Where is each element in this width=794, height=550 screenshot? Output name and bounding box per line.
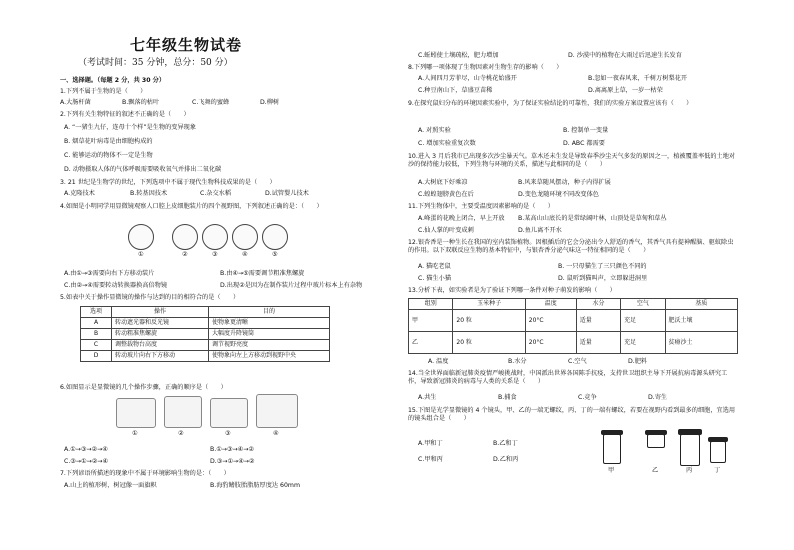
microscope-view-4 [232, 224, 258, 250]
q3-opt-d: D.试管婴儿技术 [265, 190, 309, 197]
q8-opt-c: C.种豆南山下，草盛豆苗稀 [418, 87, 493, 94]
q15-opt-a: A.甲和丁 [418, 440, 443, 447]
lens-bing-icon [680, 434, 700, 466]
q1-opt-c: C.飞舞的蜜蜂 [192, 99, 230, 106]
q5-th-operation: 操作 [112, 307, 209, 318]
q11-opt-c: C.仙人掌的叶变成刺 [418, 227, 474, 234]
q8: 8.下列哪一项体现了生物因素对生物生存的影响（ ） [408, 64, 563, 71]
q5-cell: 转动玻片向右下方移动 [112, 351, 209, 362]
q3: 3. 21 世纪是生物学的世纪，下列选项中不属于现代生物科技成果的是（ ） [60, 179, 276, 186]
q14-opt-b: B.捕食 [498, 394, 517, 401]
q13-cell: 乙 [409, 332, 453, 354]
q14-opt-a: A.共生 [418, 394, 437, 401]
section-heading: 一、选择题。（每题 2 分，共 30 分） [60, 77, 166, 84]
q2-opt-a: A. “一猪生九仔，连母十个样”是生物的变异现象 [64, 124, 197, 131]
q5-cell: D [81, 351, 112, 362]
q13-th: 基质 [665, 299, 737, 310]
q3-opt-c: C.杂交水稻 [200, 190, 232, 197]
lens-yi-icon [647, 434, 665, 448]
q6-opt-d: D.③→①→④→② [210, 458, 255, 465]
q13-th: 空气 [621, 299, 665, 310]
q5-cell: 转动遮光器和反光镜 [112, 318, 209, 329]
microscope-view-5 [262, 224, 288, 250]
q13-th: 水分 [576, 299, 620, 310]
q13-cell: 适量 [576, 310, 620, 332]
q7-opt-d: D. 沙漠中的植物在大雨过后迅速生长发育 [568, 52, 682, 59]
q13-cell: 贫瘠沙土 [665, 332, 737, 354]
q12-opt-b: B. 一只母猫生了三只颜色不同的 [558, 263, 647, 270]
q12-opt-a: A. 猫吃老鼠 [418, 263, 451, 270]
q1: 1.下列不属于生物的是（ ） [60, 88, 147, 95]
q5-th-option: 选项 [81, 307, 112, 318]
q4-img-label-4: ④ [242, 251, 248, 258]
lens-label-bing: 丙 [686, 467, 693, 474]
q4-opt-c: C.由②→④需要转动转换器换高倍物镜 [64, 282, 168, 289]
q7-opt-a: A.山上的植形树，树冠像一面旗帜 [64, 482, 157, 489]
q13-cell: 充足 [621, 310, 665, 332]
q9: 9.在探究鼠妇分布的环境因素实验中，为了保证实验结论的可靠性，我们的实验方案设置应该有（ ） [408, 100, 693, 107]
q6-opt-b: B.①→③→④→② [210, 446, 254, 453]
q13-table-header [409, 299, 738, 310]
table-row [409, 310, 738, 332]
q1-opt-a: A.大肠杆菌 [60, 99, 91, 106]
q4-img-label-3: ③ [212, 251, 218, 258]
q7-opt-c: C.蚯蚓使土壤疏松，肥力增加 [418, 52, 499, 59]
microscope-step-image-2 [164, 396, 202, 428]
q10: 10.进入 3 月后我市已出现多次沙尘暴天气。草木还未生发是导致春季沙尘天气多发的原因之一，植被覆盖率低的土地对沙的保持能力较低，下列生物与环境的关系，描述与此相同的是（ ） [408, 153, 736, 168]
table-row [81, 329, 330, 340]
table-row [81, 340, 330, 351]
q3-opt-b: B.转基因技术 [130, 190, 168, 197]
exam-title: 七年级生物试卷 [130, 36, 243, 54]
q8-opt-d: D.离离原上草，一岁一枯荣 [588, 87, 663, 94]
q14-opt-d: D.寄生 [648, 394, 668, 401]
microscope-step-image-3 [210, 398, 248, 428]
q1-opt-b: B.飘落的枯叶 [122, 99, 160, 106]
q5-cell: C [81, 340, 112, 351]
q1-opt-d: D.柳树 [260, 99, 280, 106]
q8-opt-a: A.人间四月芳菲尽，山寺桃花始盛开 [418, 75, 517, 82]
table-row [409, 332, 738, 354]
q13-th: 温度 [525, 299, 576, 310]
lens-ding-icon [710, 441, 726, 463]
microscope-step-image-4 [256, 394, 298, 428]
q11-opt-b: B.某高山山底长的是常绿阔叶林，山顶处是草甸和草丛 [518, 215, 667, 222]
q5-cell: 使物象向左上方移动到视野中央 [209, 351, 330, 362]
q13-cell: 20°C [525, 332, 576, 354]
q13-cell: 20 粒 [453, 332, 525, 354]
q9-opt-a: A. 对照实验 [418, 127, 451, 134]
microscope-view-3 [202, 224, 228, 250]
microscope-step-image-1 [116, 398, 156, 428]
table-row [81, 318, 330, 329]
q10-opt-a: A.大树底下好乘凉 [418, 179, 468, 186]
q6-img-label-4: ④ [273, 430, 279, 437]
q13-cell: 20°C [525, 310, 576, 332]
q13-th: 玉米种子 [453, 299, 525, 310]
lens-label-jia: 甲 [608, 467, 615, 474]
q2-opt-b: B. 烟草花叶病毒是由细胞构成的 [64, 138, 153, 145]
table-row [81, 351, 330, 362]
q13-opt-b: B.水分 [508, 358, 527, 365]
q4-img-label-1: ① [138, 251, 144, 258]
q13-opt-d: D.肥料 [628, 358, 648, 365]
lens-label-ding: 丁 [714, 467, 721, 474]
q5-cell: 使物象更清晰 [209, 318, 330, 329]
q13-table [408, 298, 738, 354]
q11: 11.下列生物体中，主要受温度因素影响的是（ ） [408, 203, 554, 210]
q4-opt-a: A.由①→③需要向右下方移动装片 [64, 270, 155, 277]
q13-cell: 适量 [576, 332, 620, 354]
q12-opt-c: C. 猫生小猫 [418, 275, 452, 282]
q5-table [80, 306, 330, 362]
q9-opt-c: C. 增加实验重复次数 [418, 140, 476, 147]
q5-th-purpose: 目的 [209, 307, 330, 318]
q5-cell: A [81, 318, 112, 329]
q5-cell: 调整载物台高度 [112, 340, 209, 351]
q2-opt-d: D. 动物摄取人体的气体呼吸需要吸收氧气并排出二氧化碳 [64, 166, 222, 173]
q10-opt-f: D.变色龙随环境不同改变体色 [518, 191, 599, 198]
q6: 6.如图显示是显微镜的几个操作步骤，正确的顺序是（ ） [60, 384, 227, 391]
q7: 7.下列谚语所描述的现象中不属于环境影响生物的是：（ ） [60, 470, 230, 477]
q4-opt-d: D.出现②是因为在制作装片过程中玻片标本上有杂物 [220, 282, 363, 289]
q4-opt-b: B.由④→⑤需要调节粗准焦螺旋 [220, 270, 305, 277]
q14-opt-c: C.竞争 [578, 394, 597, 401]
q2: 2.下列有关生物特征的叙述不正确的是（ ） [60, 111, 190, 118]
q15: 15.下图是光学显微镜的 4 个镜头，甲、乙的一端无螺纹，丙、丁的一端有螺纹，若要在视野内看到最多的细胞，宜选用的镜头组合是（ ） [408, 407, 736, 422]
q5-cell: 调节视野亮度 [209, 340, 330, 351]
q4-img-label-2: ② [182, 251, 188, 258]
q15-opt-b: B.乙和丁 [493, 440, 518, 447]
q9-opt-d: D. ABC 都需要 [563, 140, 605, 147]
q12-opt-d: D. 鼠听到猫叫声，立即躲进洞里 [558, 275, 648, 282]
q9-opt-b: B. 控制单一变量 [563, 127, 609, 134]
q5-cell: 转动粗准焦螺旋 [112, 329, 209, 340]
q13-th: 组别 [409, 299, 453, 310]
q10-opt-b: B.风来草随风摆动，种子内得扩展 [518, 179, 611, 186]
q8-opt-b: B.忽如一夜春风来，千树万树梨花开 [588, 75, 688, 82]
q6-img-label-3: ③ [225, 430, 231, 437]
q6-img-label-2: ② [178, 430, 184, 437]
microscope-view-2 [172, 224, 198, 250]
q15-opt-d: D.乙和丙 [493, 456, 519, 463]
q12: 12.银杏香是一种生长在我国的室内装饰植物。因根插后的它会分泌出令人舒适的香气，其香气具有提神醒脑、驱蚊除虫的作用。以下双联反应生物的基本特征中，与银杏香分泌气味这一特征相同的是（ ） [408, 239, 734, 254]
q5-cell: B [81, 329, 112, 340]
q13-cell: 充足 [621, 332, 665, 354]
q3-opt-a: A.克隆技术 [64, 190, 95, 197]
q6-img-label-1: ① [132, 430, 138, 437]
q13: 13.分析下表，如实验者是为了验证下列哪一条件对种子萌发的影响（ ） [408, 287, 616, 294]
q10-opt-e: C.蝗蝗翅膀黄色在后 [418, 191, 474, 198]
q6-opt-a: A.①→③→②→④ [64, 446, 108, 453]
exam-subtitle: （考试时间：35 分钟，总分：50 分） [78, 58, 233, 68]
q7-opt-b: B.海豹鳍肢胎脂肪厚度达 60mm [210, 482, 300, 489]
q4-img-label-5: ⑤ [272, 251, 278, 258]
q13-cell: 20 粒 [453, 310, 525, 332]
q11-opt-a: A.峰蛋的花晚上闭合，早上开放 [418, 215, 505, 222]
q2-opt-c: C. 能够运动的物体不一定是生物 [64, 152, 153, 159]
q13-cell: 甲 [409, 310, 453, 332]
q14: 14.当全世界面临新冠肺炎疫情严峻挑战时，中国派出世界各国陈手抗疫，支持世卫组织主导下开展抗病毒源头研究工作，导致新冠肺炎的病毒与人类的关系是（ ） [408, 370, 728, 385]
lens-label-yi: 乙 [652, 467, 659, 474]
microscope-view-1 [128, 224, 154, 250]
q5: 5.如表中关于操作显微镜的操作与达到的目的相符合的是（ ） [60, 294, 240, 301]
q5-table-header [81, 307, 330, 318]
q13-cell: 肥沃土壤 [665, 310, 737, 332]
q6-opt-c: C.③→①→②→④ [64, 458, 109, 465]
q5-cell: 大幅度升降镜筒 [209, 329, 330, 340]
q13-opt-c: C.空气 [568, 358, 587, 365]
q13-opt-a: A. 温度 [428, 358, 449, 365]
lens-jia-icon [603, 434, 621, 464]
q4: 4.如图是小明同学用显微镜观察人口腔上皮细胞装片的四个视野图，下列叙述正确的是：（ ） [60, 203, 323, 210]
q15-opt-c: C.甲和丙 [418, 456, 443, 463]
q11-opt-d: D.鱼儿离不开水 [518, 227, 562, 234]
